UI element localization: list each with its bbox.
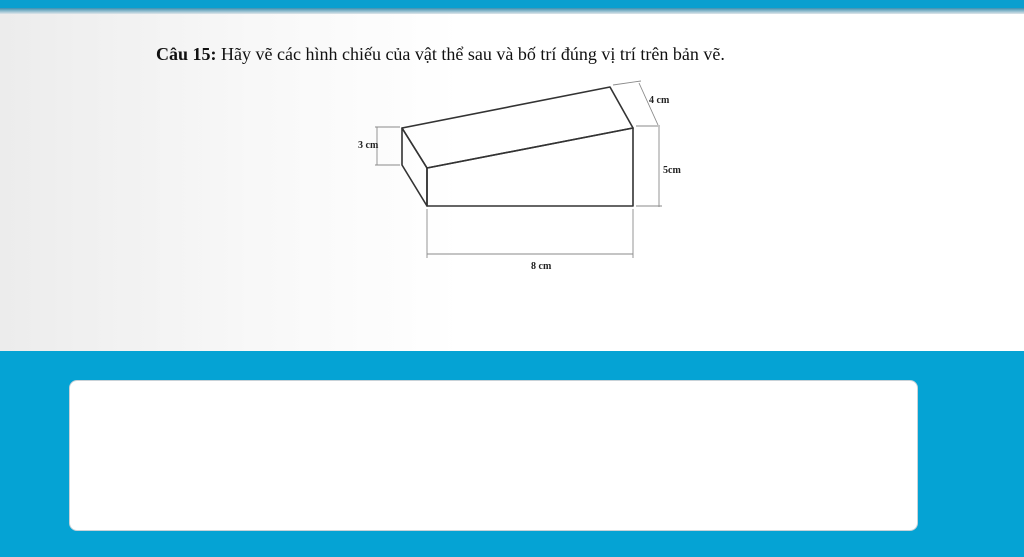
- answer-input-box[interactable]: [69, 380, 918, 531]
- dim-label-depth: 4 cm: [649, 95, 670, 106]
- dim-label-right-height: 5cm: [663, 165, 681, 176]
- wedge-left-face: [402, 128, 427, 206]
- wedge-top-face: [402, 87, 633, 168]
- question-number: Câu 15:: [156, 44, 217, 64]
- dim-depth-extension-top: [613, 81, 641, 85]
- wedge-front-face: [427, 128, 633, 206]
- dim-label-left-height: 3 cm: [358, 140, 379, 151]
- question-body: Hãy vẽ các hình chiếu của vật thể sau và bố trí đúng vị trí trên bản vẽ.: [216, 44, 725, 64]
- dim-label-length: 8 cm: [531, 261, 552, 272]
